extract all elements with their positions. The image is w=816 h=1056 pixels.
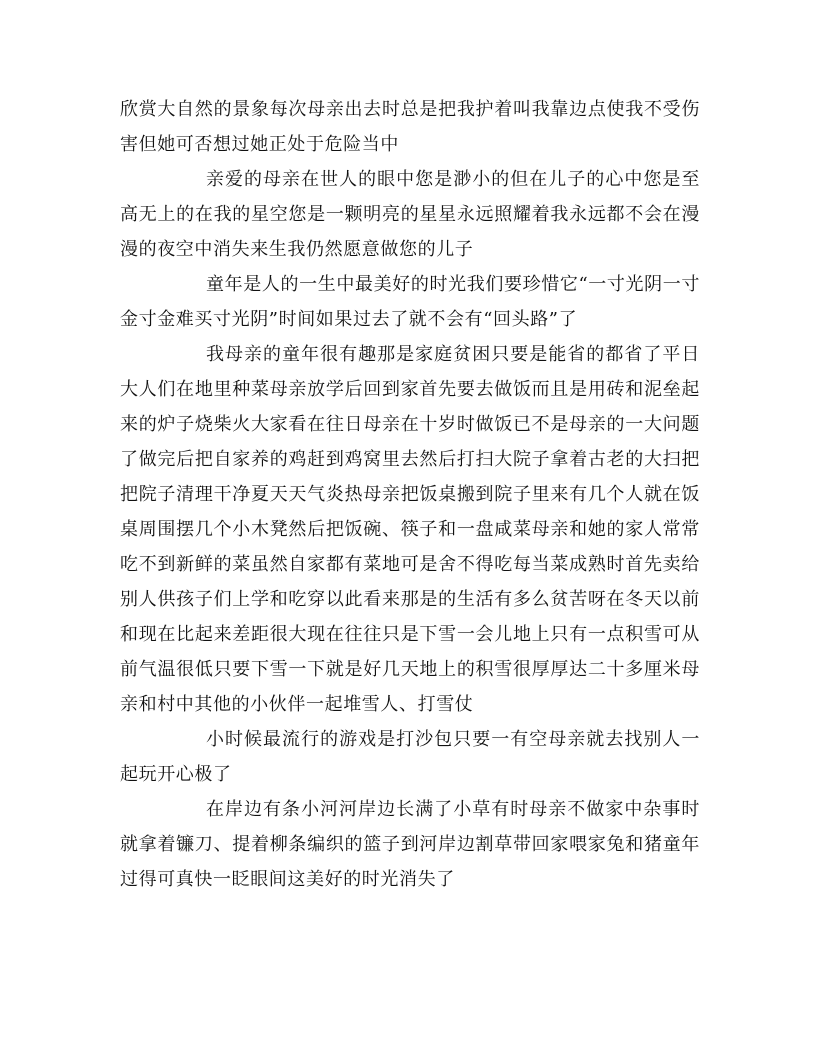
paragraph-3: 童年是人的一生中最美好的时光我们要珍惜它“一寸光阴一寸金寸金难买寸光阴”时间如果过去了就不会有“回头路”了 (120, 274, 700, 330)
document-body (120, 92, 700, 897)
paragraph-2: 亲爱的母亲在世人的眼中您是渺小的但在儿子的心中您是至高无上的在我的星空您是一颗明亮的星星永远照耀着我永远都不会在漫漫的夜空中消失来生我仍然愿意做您的儿子 (120, 169, 700, 260)
paragraph-5: 小时候最流行的游戏是打沙包只要一有空母亲就去找别人一起玩开心极了 (120, 729, 700, 785)
paragraph-4: 我母亲的童年很有趣那是家庭贫困只要是能省的都省了平日大人们在地里种菜母亲放学后回到家首先要去做饭而且是用砖和泥垒起来的炉子烧柴火大家看在往日母亲在十岁时做饭已不是母亲的一大问题了做完后把自家养的鸡赶到鸡窝里去然后打扫大院子拿着古老的大扫把把院子清理干净夏天天气炎热母亲把饭桌搬到院子里来有几个人就在饭桌周围摆几个小木凳然后把饭碗、筷子和一盘咸菜母亲和她的家人常常吃不到新鲜的菜虽然自家都有菜地可是舍不得吃每当菜成熟时首先卖给别人供孩子们上学和吃穿以此看来那是的生活有多么贫苦呀在冬天以前和现在比起来差距很大现在往往只是下雪一会儿地上只有一点积雪可从前气温很低只要下雪一下就是好几天地上的积雪很厚厚达二十多厘米母亲和村中其他的小伙伴一起堆雪人、打雪仗 (120, 344, 700, 715)
paragraph-1: 欣赏大自然的景象每次母亲出去时总是把我护着叫我靠边点使我不受伤害但她可否想过她正处于危险当中 (120, 99, 700, 155)
paragraph-6: 在岸边有条小河河岸边长满了小草有时母亲不做家中杂事时就拿着镰刀、提着柳条编织的篮子到河岸边割草带回家喂家兔和猪童年过得可真快一眨眼间这美好的时光消失了 (120, 799, 700, 890)
